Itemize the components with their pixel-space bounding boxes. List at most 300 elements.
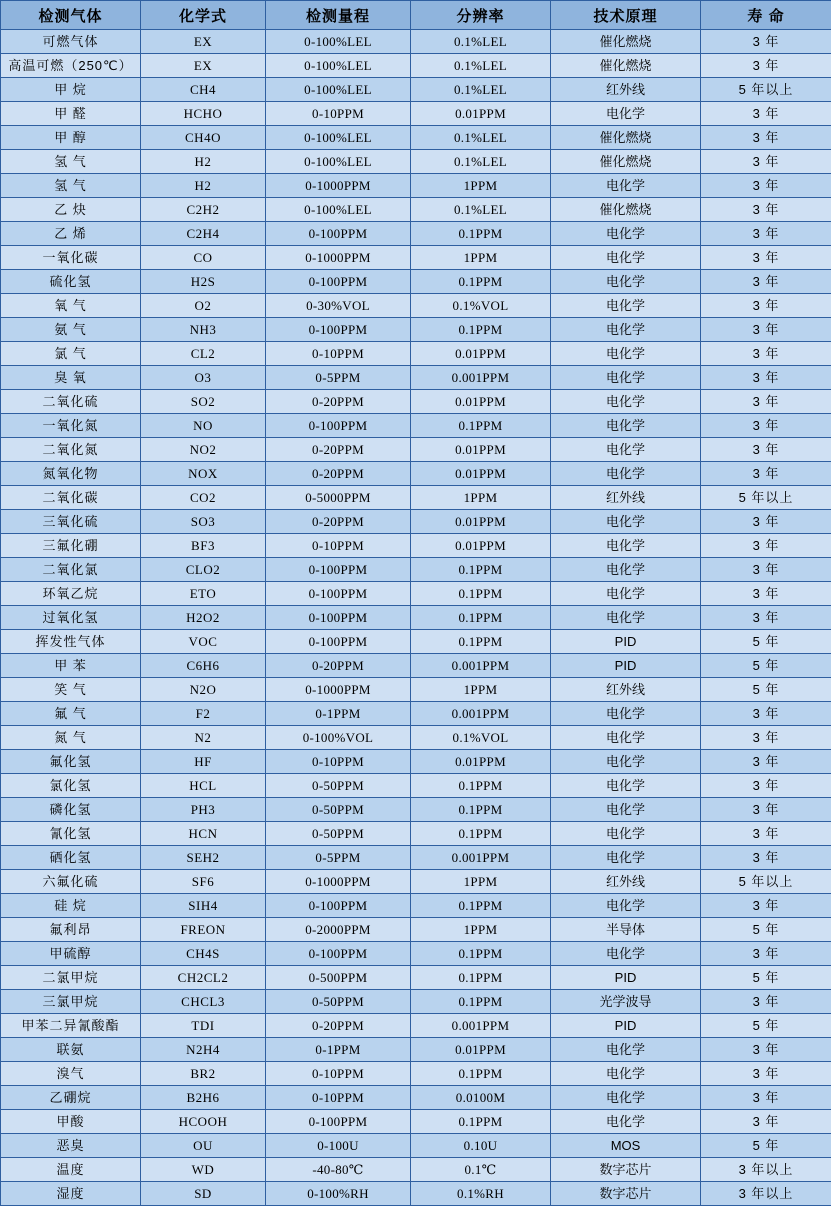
cell-gas: 乙硼烷 — [1, 1086, 141, 1110]
cell-principle: 电化学 — [551, 390, 701, 414]
cell-lifetime: 5 年以上 — [701, 78, 831, 102]
cell-principle: 红外线 — [551, 486, 701, 510]
cell-gas: 温度 — [1, 1158, 141, 1182]
cell-gas: 氮氧化物 — [1, 462, 141, 486]
cell-formula: CO — [141, 246, 266, 270]
cell-principle: 催化燃烧 — [551, 198, 701, 222]
table-row — [1, 702, 831, 726]
cell-lifetime: 3 年 — [701, 390, 831, 414]
cell-range: 0-100PPM — [266, 630, 411, 654]
cell-resolution: 1PPM — [411, 174, 551, 198]
cell-principle: PID — [551, 654, 701, 678]
column-header-formula: 化学式 — [141, 1, 266, 30]
cell-lifetime: 3 年 — [701, 798, 831, 822]
cell-lifetime: 3 年 — [701, 726, 831, 750]
cell-formula: SEH2 — [141, 846, 266, 870]
cell-resolution: 0.001PPM — [411, 654, 551, 678]
cell-principle: 电化学 — [551, 702, 701, 726]
cell-lifetime: 3 年 — [701, 342, 831, 366]
cell-range: 0-100%RH — [266, 1182, 411, 1206]
cell-gas: 甲 醇 — [1, 126, 141, 150]
cell-lifetime: 3 年 — [701, 366, 831, 390]
cell-range: 0-2000PPM — [266, 918, 411, 942]
table-row — [1, 270, 831, 294]
table-row — [1, 630, 831, 654]
cell-resolution: 0.1PPM — [411, 894, 551, 918]
cell-range: 0-1PPM — [266, 702, 411, 726]
cell-formula: BF3 — [141, 534, 266, 558]
cell-range: 0-100%LEL — [266, 198, 411, 222]
table-row — [1, 198, 831, 222]
cell-formula: H2S — [141, 270, 266, 294]
cell-gas: 氟利昂 — [1, 918, 141, 942]
table-row — [1, 1086, 831, 1110]
cell-gas: 硅 烷 — [1, 894, 141, 918]
cell-formula: TDI — [141, 1014, 266, 1038]
cell-resolution: 0.1%RH — [411, 1182, 551, 1206]
cell-principle: PID — [551, 966, 701, 990]
cell-formula: CLO2 — [141, 558, 266, 582]
cell-formula: VOC — [141, 630, 266, 654]
cell-resolution: 0.0100M — [411, 1086, 551, 1110]
cell-gas: 甲苯二异氰酸酯 — [1, 1014, 141, 1038]
cell-principle: 电化学 — [551, 438, 701, 462]
column-header-range: 检测量程 — [266, 1, 411, 30]
cell-formula: CH2CL2 — [141, 966, 266, 990]
table-header — [1, 1, 831, 30]
cell-principle: 电化学 — [551, 366, 701, 390]
cell-lifetime: 5 年 — [701, 654, 831, 678]
cell-lifetime: 3 年 — [701, 198, 831, 222]
cell-principle: 红外线 — [551, 78, 701, 102]
table-row — [1, 102, 831, 126]
column-header-gas: 检测气体 — [1, 1, 141, 30]
cell-resolution: 0.1PPM — [411, 606, 551, 630]
cell-resolution: 0.01PPM — [411, 534, 551, 558]
cell-formula: B2H6 — [141, 1086, 266, 1110]
cell-range: 0-10PPM — [266, 750, 411, 774]
cell-resolution: 0.01PPM — [411, 462, 551, 486]
cell-range: 0-20PPM — [266, 438, 411, 462]
cell-lifetime: 3 年 — [701, 510, 831, 534]
cell-formula: CL2 — [141, 342, 266, 366]
cell-gas: 二氧化硫 — [1, 390, 141, 414]
cell-principle: 半导体 — [551, 918, 701, 942]
cell-lifetime: 5 年 — [701, 1134, 831, 1158]
cell-principle: 催化燃烧 — [551, 126, 701, 150]
cell-gas: 溴气 — [1, 1062, 141, 1086]
cell-range: 0-100%LEL — [266, 126, 411, 150]
cell-range: 0-100PPM — [266, 222, 411, 246]
cell-range: 0-100PPM — [266, 894, 411, 918]
cell-resolution: 0.01PPM — [411, 390, 551, 414]
table-row — [1, 1110, 831, 1134]
cell-range: 0-20PPM — [266, 510, 411, 534]
cell-formula: H2 — [141, 174, 266, 198]
cell-formula: CH4S — [141, 942, 266, 966]
cell-formula: H2 — [141, 150, 266, 174]
cell-lifetime: 3 年以上 — [701, 1182, 831, 1206]
cell-principle: 电化学 — [551, 294, 701, 318]
table-row — [1, 30, 831, 54]
cell-principle: MOS — [551, 1134, 701, 1158]
cell-formula: NH3 — [141, 318, 266, 342]
cell-lifetime: 5 年 — [701, 966, 831, 990]
cell-range: 0-1000PPM — [266, 174, 411, 198]
table-row — [1, 78, 831, 102]
column-header-resolution: 分辨率 — [411, 1, 551, 30]
cell-gas: 氯 气 — [1, 342, 141, 366]
cell-formula: PH3 — [141, 798, 266, 822]
cell-gas: 环氧乙烷 — [1, 582, 141, 606]
cell-range: 0-100PPM — [266, 558, 411, 582]
cell-range: 0-500PPM — [266, 966, 411, 990]
table-row — [1, 150, 831, 174]
cell-formula: BR2 — [141, 1062, 266, 1086]
cell-range: 0-100%LEL — [266, 150, 411, 174]
cell-gas: 二氧化氯 — [1, 558, 141, 582]
table-row — [1, 390, 831, 414]
cell-formula: HCN — [141, 822, 266, 846]
cell-resolution: 1PPM — [411, 486, 551, 510]
cell-lifetime: 3 年 — [701, 318, 831, 342]
cell-principle: 电化学 — [551, 102, 701, 126]
cell-range: 0-10PPM — [266, 1062, 411, 1086]
cell-gas: 氰化氢 — [1, 822, 141, 846]
cell-lifetime: 3 年 — [701, 174, 831, 198]
cell-gas: 乙 烯 — [1, 222, 141, 246]
cell-principle: 电化学 — [551, 318, 701, 342]
cell-lifetime: 3 年 — [701, 750, 831, 774]
cell-gas: 三氯甲烷 — [1, 990, 141, 1014]
cell-principle: 电化学 — [551, 822, 701, 846]
cell-resolution: 0.01PPM — [411, 510, 551, 534]
cell-range: 0-20PPM — [266, 390, 411, 414]
column-header-principle: 技术原理 — [551, 1, 701, 30]
cell-gas: 湿度 — [1, 1182, 141, 1206]
cell-principle: 光学波导 — [551, 990, 701, 1014]
table-row — [1, 126, 831, 150]
cell-range: 0-50PPM — [266, 822, 411, 846]
cell-principle: 电化学 — [551, 726, 701, 750]
cell-lifetime: 3 年 — [701, 414, 831, 438]
cell-lifetime: 3 年 — [701, 1062, 831, 1086]
table-row — [1, 414, 831, 438]
table-row — [1, 54, 831, 78]
cell-resolution: 0.001PPM — [411, 366, 551, 390]
cell-formula: ETO — [141, 582, 266, 606]
cell-principle: 数字芯片 — [551, 1158, 701, 1182]
cell-range: 0-10PPM — [266, 534, 411, 558]
cell-resolution: 1PPM — [411, 918, 551, 942]
cell-formula: C6H6 — [141, 654, 266, 678]
cell-resolution: 0.1PPM — [411, 822, 551, 846]
cell-principle: PID — [551, 1014, 701, 1038]
cell-formula: F2 — [141, 702, 266, 726]
cell-formula: HCHO — [141, 102, 266, 126]
cell-principle: 催化燃烧 — [551, 30, 701, 54]
cell-resolution: 0.1%LEL — [411, 30, 551, 54]
table-row — [1, 822, 831, 846]
table-row — [1, 918, 831, 942]
cell-gas: 甲 烷 — [1, 78, 141, 102]
cell-resolution: 0.1%LEL — [411, 54, 551, 78]
cell-gas: 甲 醛 — [1, 102, 141, 126]
cell-range: 0-100PPM — [266, 1110, 411, 1134]
cell-formula: CO2 — [141, 486, 266, 510]
cell-lifetime: 3 年 — [701, 294, 831, 318]
cell-gas: 硒化氢 — [1, 846, 141, 870]
cell-resolution: 1PPM — [411, 246, 551, 270]
cell-principle: 电化学 — [551, 246, 701, 270]
cell-range: 0-5000PPM — [266, 486, 411, 510]
cell-gas: 氨 气 — [1, 318, 141, 342]
cell-principle: 电化学 — [551, 798, 701, 822]
table-row — [1, 678, 831, 702]
cell-range: 0-10PPM — [266, 342, 411, 366]
cell-formula: SO2 — [141, 390, 266, 414]
cell-lifetime: 3 年 — [701, 30, 831, 54]
cell-gas: 一氧化碳 — [1, 246, 141, 270]
cell-resolution: 0.1PPM — [411, 942, 551, 966]
cell-gas: 高温可燃（250℃） — [1, 54, 141, 78]
cell-gas: 可燃气体 — [1, 30, 141, 54]
cell-range: -40-80℃ — [266, 1158, 411, 1182]
cell-formula: SD — [141, 1182, 266, 1206]
table-row — [1, 726, 831, 750]
cell-resolution: 0.1PPM — [411, 774, 551, 798]
table-row — [1, 558, 831, 582]
cell-resolution: 0.001PPM — [411, 846, 551, 870]
table-body — [1, 30, 831, 1206]
cell-resolution: 0.01PPM — [411, 102, 551, 126]
cell-lifetime: 5 年 — [701, 1014, 831, 1038]
cell-principle: 电化学 — [551, 942, 701, 966]
cell-lifetime: 3 年 — [701, 894, 831, 918]
cell-lifetime: 3 年 — [701, 54, 831, 78]
table-row — [1, 798, 831, 822]
cell-principle: 电化学 — [551, 1062, 701, 1086]
cell-lifetime: 3 年 — [701, 246, 831, 270]
cell-lifetime: 3 年 — [701, 102, 831, 126]
cell-principle: 电化学 — [551, 174, 701, 198]
table-row — [1, 1158, 831, 1182]
cell-formula: N2O — [141, 678, 266, 702]
table-row — [1, 582, 831, 606]
cell-range: 0-10PPM — [266, 1086, 411, 1110]
cell-resolution: 1PPM — [411, 870, 551, 894]
table-row — [1, 774, 831, 798]
cell-resolution: 0.1PPM — [411, 798, 551, 822]
cell-formula: CH4O — [141, 126, 266, 150]
table-row — [1, 510, 831, 534]
table-row — [1, 174, 831, 198]
cell-gas: 六氟化硫 — [1, 870, 141, 894]
cell-resolution: 0.01PPM — [411, 342, 551, 366]
cell-resolution: 0.1PPM — [411, 582, 551, 606]
cell-range: 0-20PPM — [266, 462, 411, 486]
cell-lifetime: 5 年 — [701, 678, 831, 702]
cell-gas: 硫化氢 — [1, 270, 141, 294]
cell-principle: 电化学 — [551, 510, 701, 534]
cell-principle: PID — [551, 630, 701, 654]
cell-lifetime: 3 年 — [701, 846, 831, 870]
table-row — [1, 894, 831, 918]
table-row — [1, 246, 831, 270]
table-row — [1, 750, 831, 774]
cell-lifetime: 3 年 — [701, 1086, 831, 1110]
cell-formula: NO2 — [141, 438, 266, 462]
cell-lifetime: 5 年 — [701, 630, 831, 654]
cell-range: 0-5PPM — [266, 846, 411, 870]
cell-lifetime: 3 年以上 — [701, 1158, 831, 1182]
cell-gas: 氯化氢 — [1, 774, 141, 798]
table-row — [1, 462, 831, 486]
cell-lifetime: 3 年 — [701, 270, 831, 294]
table-header-row — [1, 1, 831, 30]
cell-range: 0-20PPM — [266, 1014, 411, 1038]
cell-lifetime: 3 年 — [701, 774, 831, 798]
cell-lifetime: 3 年 — [701, 150, 831, 174]
cell-lifetime: 3 年 — [701, 990, 831, 1014]
cell-formula: H2O2 — [141, 606, 266, 630]
table-row — [1, 1038, 831, 1062]
cell-range: 0-1000PPM — [266, 870, 411, 894]
cell-resolution: 0.01PPM — [411, 750, 551, 774]
cell-principle: 红外线 — [551, 678, 701, 702]
cell-formula: HCL — [141, 774, 266, 798]
cell-lifetime: 5 年 — [701, 918, 831, 942]
cell-gas: 二氧化氮 — [1, 438, 141, 462]
cell-formula: OU — [141, 1134, 266, 1158]
cell-principle: 电化学 — [551, 270, 701, 294]
cell-gas: 氮 气 — [1, 726, 141, 750]
table-row — [1, 1134, 831, 1158]
cell-formula: HF — [141, 750, 266, 774]
cell-range: 0-1PPM — [266, 1038, 411, 1062]
table-row — [1, 942, 831, 966]
table-row — [1, 438, 831, 462]
cell-gas: 恶臭 — [1, 1134, 141, 1158]
cell-principle: 电化学 — [551, 534, 701, 558]
cell-range: 0-1000PPM — [266, 678, 411, 702]
cell-lifetime: 3 年 — [701, 438, 831, 462]
cell-lifetime: 3 年 — [701, 942, 831, 966]
table-row — [1, 534, 831, 558]
table-row — [1, 222, 831, 246]
cell-gas: 氟 气 — [1, 702, 141, 726]
table-row — [1, 342, 831, 366]
cell-lifetime: 3 年 — [701, 558, 831, 582]
cell-principle: 电化学 — [551, 1038, 701, 1062]
cell-resolution: 0.1PPM — [411, 1062, 551, 1086]
cell-formula: SIH4 — [141, 894, 266, 918]
table-row — [1, 1014, 831, 1038]
cell-formula: C2H4 — [141, 222, 266, 246]
cell-gas: 联氨 — [1, 1038, 141, 1062]
cell-principle: 电化学 — [551, 846, 701, 870]
table-row — [1, 966, 831, 990]
cell-formula: O3 — [141, 366, 266, 390]
cell-principle: 数字芯片 — [551, 1182, 701, 1206]
table-row — [1, 654, 831, 678]
cell-principle: 电化学 — [551, 222, 701, 246]
cell-range: 0-100%LEL — [266, 54, 411, 78]
cell-gas: 三氧化硫 — [1, 510, 141, 534]
cell-formula: N2 — [141, 726, 266, 750]
cell-principle: 电化学 — [551, 462, 701, 486]
cell-range: 0-5PPM — [266, 366, 411, 390]
cell-range: 0-1000PPM — [266, 246, 411, 270]
cell-resolution: 0.1PPM — [411, 630, 551, 654]
cell-range: 0-100PPM — [266, 318, 411, 342]
cell-principle: 电化学 — [551, 606, 701, 630]
cell-resolution: 0.1%LEL — [411, 78, 551, 102]
cell-lifetime: 3 年 — [701, 606, 831, 630]
table-row — [1, 990, 831, 1014]
cell-principle: 电化学 — [551, 342, 701, 366]
cell-gas: 过氧化氢 — [1, 606, 141, 630]
cell-range: 0-50PPM — [266, 990, 411, 1014]
cell-resolution: 0.001PPM — [411, 1014, 551, 1038]
cell-range: 0-20PPM — [266, 654, 411, 678]
table-row — [1, 1062, 831, 1086]
cell-lifetime: 3 年 — [701, 702, 831, 726]
cell-principle: 电化学 — [551, 1086, 701, 1110]
cell-lifetime: 5 年以上 — [701, 486, 831, 510]
cell-range: 0-10PPM — [266, 102, 411, 126]
cell-principle: 电化学 — [551, 582, 701, 606]
cell-principle: 红外线 — [551, 870, 701, 894]
table-row — [1, 606, 831, 630]
cell-formula: SO3 — [141, 510, 266, 534]
cell-formula: N2H4 — [141, 1038, 266, 1062]
cell-gas: 氟化氢 — [1, 750, 141, 774]
cell-resolution: 0.1PPM — [411, 270, 551, 294]
cell-gas: 乙 炔 — [1, 198, 141, 222]
cell-principle: 电化学 — [551, 894, 701, 918]
cell-resolution: 0.1%LEL — [411, 150, 551, 174]
cell-resolution: 0.1PPM — [411, 414, 551, 438]
cell-formula: EX — [141, 54, 266, 78]
cell-resolution: 0.1%LEL — [411, 198, 551, 222]
cell-gas: 挥发性气体 — [1, 630, 141, 654]
cell-resolution: 0.01PPM — [411, 438, 551, 462]
cell-lifetime: 3 年 — [701, 462, 831, 486]
table-row — [1, 870, 831, 894]
cell-resolution: 0.1PPM — [411, 1110, 551, 1134]
cell-resolution: 0.01PPM — [411, 1038, 551, 1062]
cell-lifetime: 3 年 — [701, 582, 831, 606]
table-row — [1, 366, 831, 390]
table-row — [1, 846, 831, 870]
cell-range: 0-50PPM — [266, 798, 411, 822]
cell-formula: CH4 — [141, 78, 266, 102]
cell-formula: CHCL3 — [141, 990, 266, 1014]
cell-gas: 甲硫醇 — [1, 942, 141, 966]
cell-formula: SF6 — [141, 870, 266, 894]
cell-range: 0-100%VOL — [266, 726, 411, 750]
cell-range: 0-100PPM — [266, 414, 411, 438]
cell-gas: 氢 气 — [1, 150, 141, 174]
cell-principle: 催化燃烧 — [551, 150, 701, 174]
cell-gas: 氢 气 — [1, 174, 141, 198]
cell-formula: FREON — [141, 918, 266, 942]
cell-resolution: 0.1%VOL — [411, 726, 551, 750]
cell-gas: 一氧化氮 — [1, 414, 141, 438]
cell-formula: NO — [141, 414, 266, 438]
cell-gas: 二氯甲烷 — [1, 966, 141, 990]
